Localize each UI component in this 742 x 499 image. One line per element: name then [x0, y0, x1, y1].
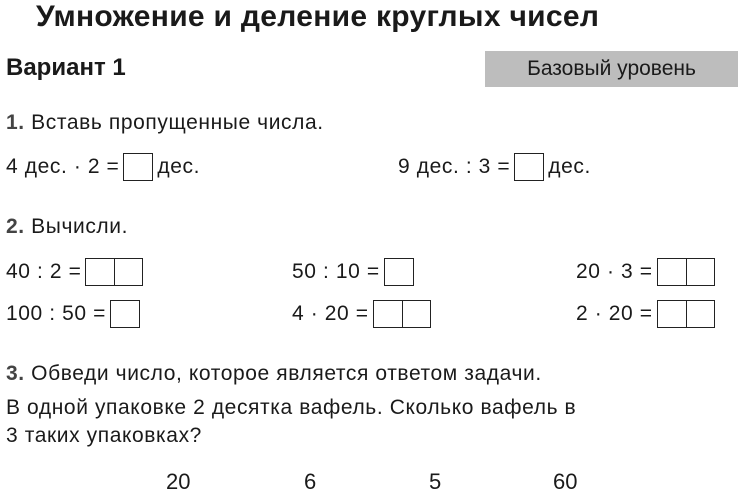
equation-right-text: 9 дес. : 3 =	[398, 155, 511, 178]
answer-cell[interactable]	[515, 154, 543, 180]
answer-box[interactable]	[110, 300, 140, 328]
task-3-text: Обведи число, которое является ответом задачи.	[31, 362, 542, 385]
equation-left-text: 4 дес. · 2 =	[6, 155, 120, 178]
answer-cell[interactable]	[385, 259, 413, 285]
variant-label: Вариант 1	[6, 54, 126, 81]
answer-cell[interactable]	[658, 259, 686, 285]
expression: 20 · 3 =	[576, 260, 653, 283]
task-1-equation-right	[398, 153, 591, 181]
answer-cell[interactable]	[114, 259, 142, 285]
task-2-number: 2.	[6, 215, 25, 238]
task-2-text: Вычисли.	[31, 215, 129, 238]
answer-cell[interactable]	[686, 301, 714, 327]
expression: 4 · 20 =	[292, 302, 369, 325]
answer-option[interactable]: 60	[553, 469, 578, 494]
task-2-item	[6, 258, 147, 286]
task-2-item	[292, 258, 418, 286]
answer-cell[interactable]	[111, 301, 139, 327]
expression: 2 · 20 =	[576, 302, 653, 325]
answer-cell[interactable]	[658, 301, 686, 327]
task-3-problem-line-1: В одной упаковке 2 десятка вафель. Сколько вафель в	[6, 396, 577, 419]
task-3-number: 3.	[6, 362, 25, 385]
task-1-equation-left	[6, 153, 200, 181]
answer-option[interactable]: 6	[304, 469, 317, 494]
expression: 40 : 2 =	[6, 260, 82, 283]
answer-box[interactable]	[657, 258, 715, 286]
task-3-heading	[6, 362, 542, 386]
answer-option[interactable]: 20	[166, 469, 191, 494]
answer-cell[interactable]	[402, 301, 430, 327]
answer-box[interactable]	[85, 258, 143, 286]
answer-box[interactable]	[657, 300, 715, 328]
answer-box[interactable]	[384, 258, 414, 286]
expression: 50 : 10 =	[292, 260, 380, 283]
answer-box[interactable]	[373, 300, 431, 328]
equation-right-unit: дес.	[548, 155, 591, 178]
answer-cell[interactable]	[86, 259, 114, 285]
task-1-text: Вставь пропущенные числа.	[31, 111, 324, 134]
level-badge: Базовый уровень	[485, 51, 738, 87]
task-1-heading	[6, 111, 324, 135]
answer-box[interactable]	[514, 153, 544, 181]
answer-cell[interactable]	[374, 301, 402, 327]
equation-left-unit: дес.	[157, 155, 201, 178]
worksheet-title: Умножение и деление круглых чисел	[36, 0, 600, 33]
task-2-item	[292, 300, 435, 328]
answer-option[interactable]: 5	[429, 469, 442, 494]
task-3-problem-line-2: 3 таких упаковках?	[6, 424, 202, 447]
task-1-number: 1.	[6, 111, 25, 134]
task-2-item	[6, 300, 144, 328]
answer-box[interactable]	[123, 153, 153, 181]
task-2-item	[576, 258, 719, 286]
answer-cell[interactable]	[686, 259, 714, 285]
task-2-heading	[6, 215, 128, 239]
task-2-item	[576, 300, 719, 328]
expression: 100 : 50 =	[6, 302, 106, 325]
answer-cell[interactable]	[124, 154, 152, 180]
